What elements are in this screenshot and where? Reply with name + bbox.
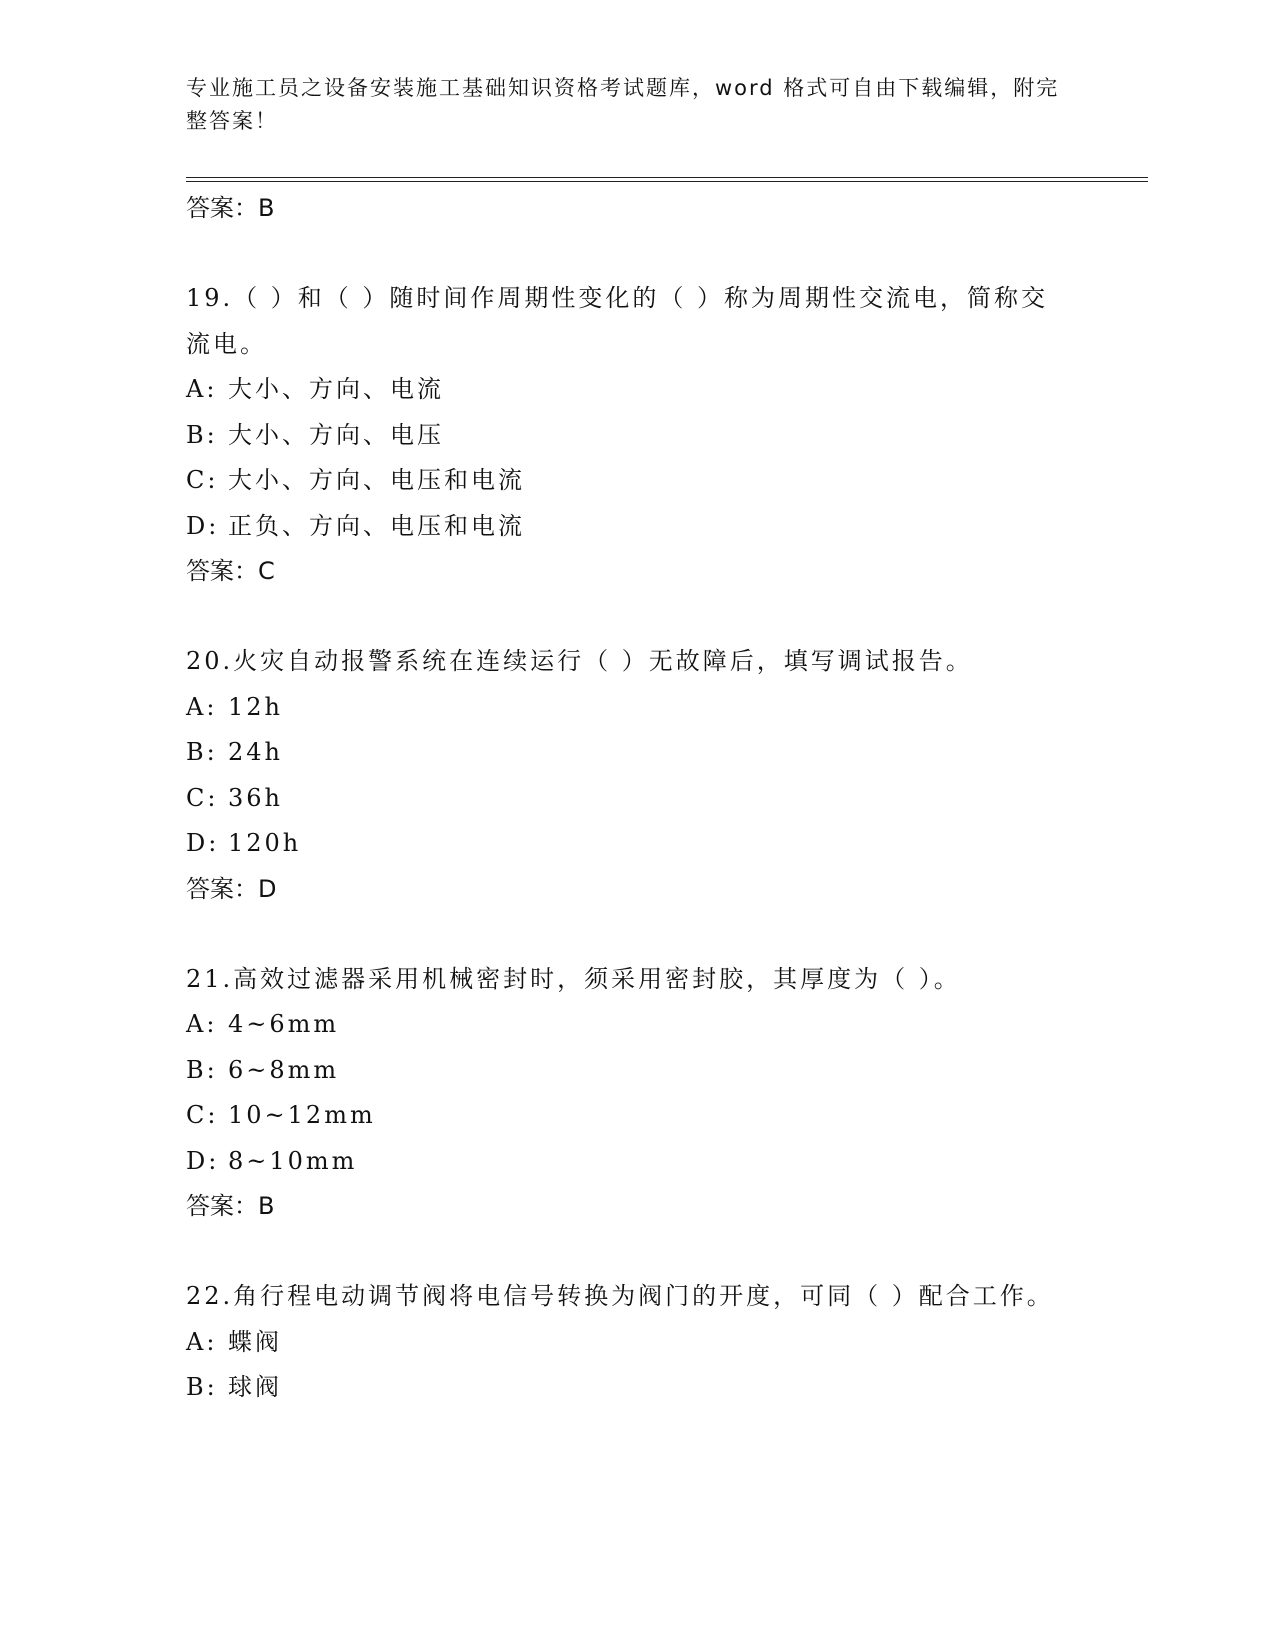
- option-label: A:: [186, 1327, 218, 1356]
- answer-line: 答案：D: [186, 874, 277, 903]
- option-label: B:: [186, 738, 218, 766]
- option-c: [186, 1093, 1066, 1139]
- answer-line: 答案：C: [186, 557, 275, 585]
- option-label: D:: [186, 829, 220, 857]
- option-text: 大小、方向、电流: [228, 375, 444, 403]
- option-text: 大小、方向、电压和电流: [228, 466, 525, 494]
- option-label: C:: [186, 783, 219, 812]
- question-list: [186, 186, 1066, 1411]
- option-label: A:: [186, 1010, 218, 1038]
- option-label: A:: [186, 375, 218, 403]
- option-text: 12h: [228, 692, 283, 721]
- option-text: 36h: [228, 783, 283, 812]
- option-label: C:: [186, 466, 219, 494]
- option-d: [186, 1139, 1066, 1185]
- option-c: [186, 458, 1066, 504]
- option-d: [186, 504, 1066, 550]
- answer-line: 答案：B: [186, 1192, 275, 1220]
- option-text: 8~10mm: [228, 1146, 358, 1175]
- header-divider-bottom: [186, 181, 1148, 182]
- option-label: A:: [186, 692, 218, 721]
- option-a: [186, 685, 1066, 731]
- header-divider-top: [186, 177, 1148, 178]
- option-text: 10~12mm: [228, 1101, 376, 1129]
- option-text: 蝶阀: [228, 1327, 282, 1356]
- option-label: C:: [186, 1101, 219, 1129]
- question-21: [186, 957, 1066, 1230]
- option-b: [186, 730, 1066, 776]
- option-c: [186, 776, 1066, 822]
- option-a: [186, 1002, 1066, 1048]
- option-b: [186, 413, 1066, 459]
- question-stem: 22.角行程电动调节阀将电信号转换为阀门的开度，可同（ ）配合工作。: [186, 1282, 1054, 1310]
- option-b: [186, 1365, 1066, 1411]
- option-label: D:: [186, 1146, 220, 1175]
- question-20: [186, 639, 1066, 912]
- option-text: 大小、方向、电压: [228, 420, 444, 449]
- option-label: B:: [186, 1055, 218, 1084]
- question-22: [186, 1274, 1066, 1411]
- option-text: 120h: [228, 829, 302, 857]
- option-d: [186, 821, 1066, 867]
- option-label: B:: [186, 1373, 218, 1401]
- question-19: [186, 276, 1066, 594]
- option-a: [186, 367, 1066, 413]
- document-header: [186, 72, 1066, 138]
- option-label: D:: [186, 511, 220, 540]
- question-stem: 21.高效过滤器采用机械密封时，须采用密封胶，其厚度为（ ）。: [186, 964, 961, 993]
- option-text: 24h: [228, 738, 283, 766]
- option-a: [186, 1320, 1066, 1366]
- question-stem: 19.（ ）和（ ）随时间作周期性变化的（ ）称为周期性交流电，简称交流电。: [186, 284, 1049, 358]
- option-text: 4~6mm: [228, 1010, 340, 1038]
- question-stem: 20.火灾自动报警系统在连续运行（ ）无故障后，填写调试报告。: [186, 647, 973, 675]
- option-text: 6~8mm: [228, 1055, 340, 1084]
- answer-line: 答案：B: [186, 194, 275, 222]
- option-b: [186, 1048, 1066, 1094]
- option-label: B:: [186, 420, 218, 449]
- option-text: 球阀: [228, 1373, 282, 1401]
- option-text: 正负、方向、电压和电流: [228, 511, 525, 540]
- header-title: 专业施工员之设备安装施工基础知识资格考试题库，word 格式可自由下载编辑，附完整答案！: [186, 76, 1060, 133]
